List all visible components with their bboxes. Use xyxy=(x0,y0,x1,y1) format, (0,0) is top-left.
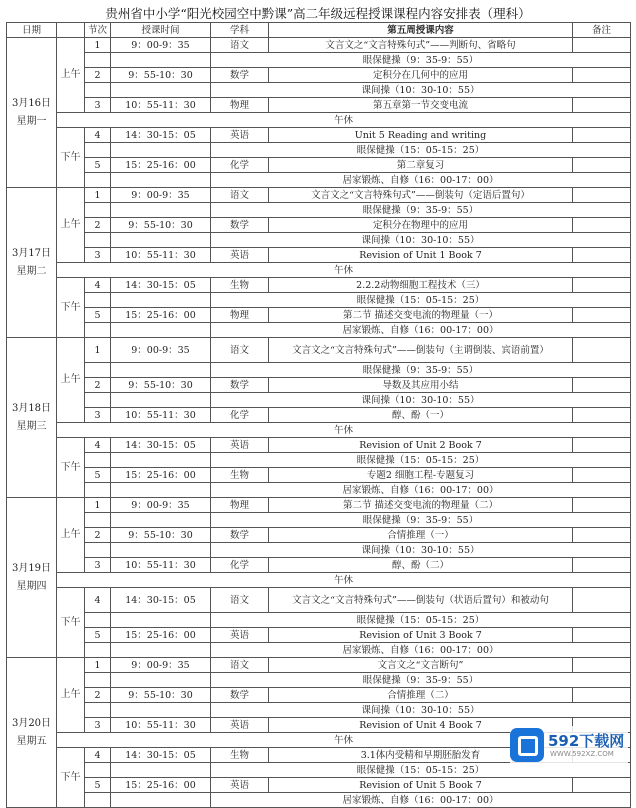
lesson-row xyxy=(7,778,631,793)
header-period: 节次 xyxy=(85,23,111,38)
day-date: 3月18日 xyxy=(11,402,52,414)
lesson-row xyxy=(7,98,631,113)
lesson-row xyxy=(7,338,631,363)
lesson-row xyxy=(7,218,631,233)
lesson-time: 9：00-9：35 xyxy=(111,658,211,673)
lesson-content: 第二节 描述交变电流的物理量（二） xyxy=(269,498,573,513)
lesson-row xyxy=(7,438,631,453)
lesson-content: 醇、酚（二） xyxy=(269,558,573,573)
blank-cell xyxy=(111,53,211,68)
lesson-subject: 化学 xyxy=(211,558,269,573)
lesson-row xyxy=(7,38,631,53)
period-number: 1 xyxy=(85,38,111,53)
blank-cell xyxy=(85,203,111,218)
lesson-content: 导数及其应用小结 xyxy=(269,378,573,393)
lesson-time: 9：00-9：35 xyxy=(111,38,211,53)
blank-cell xyxy=(85,173,111,188)
noon-break: 午休 xyxy=(57,733,631,748)
break-row xyxy=(7,643,631,658)
header-half xyxy=(57,23,85,38)
break-row xyxy=(7,293,631,308)
note-cell xyxy=(573,188,631,203)
lesson-row xyxy=(7,468,631,483)
break-activity: 眼保健操（15：05-15：25） xyxy=(211,453,631,468)
blank-cell xyxy=(85,363,111,378)
note-cell xyxy=(573,438,631,453)
lesson-time: 9：55-10：30 xyxy=(111,528,211,543)
lesson-row xyxy=(7,498,631,513)
blank-cell xyxy=(111,173,211,188)
lesson-subject: 生物 xyxy=(211,278,269,293)
break-row xyxy=(7,53,631,68)
lesson-subject: 物理 xyxy=(211,98,269,113)
note-cell xyxy=(573,158,631,173)
blank-cell xyxy=(85,613,111,628)
blank-cell xyxy=(111,233,211,248)
note-cell xyxy=(573,248,631,263)
break-activity: 眼保健操（15：05-15：25） xyxy=(211,143,631,158)
period-number: 5 xyxy=(85,308,111,323)
lesson-content: 合情推理（二） xyxy=(269,688,573,703)
blank-cell xyxy=(111,673,211,688)
note-cell xyxy=(573,628,631,643)
lesson-subject: 英语 xyxy=(211,248,269,263)
break-row xyxy=(7,393,631,408)
note-cell xyxy=(573,98,631,113)
page-title: 贵州省中小学“阳光校园空中黔课”高二年级远程授课课程内容安排表（理科） xyxy=(105,6,531,21)
day-weekday: 星期四 xyxy=(16,580,47,592)
watermark-brand: 592下载网 xyxy=(548,732,625,750)
lesson-subject: 数学 xyxy=(211,688,269,703)
morning-label: 上午 xyxy=(57,188,85,263)
period-number: 5 xyxy=(85,628,111,643)
day-date-cell xyxy=(7,658,57,808)
download-logo-icon xyxy=(510,728,544,762)
note-cell xyxy=(573,658,631,673)
noon-break: 午休 xyxy=(57,423,631,438)
header-content: 第五周授课内容 xyxy=(269,23,573,38)
blank-cell xyxy=(85,543,111,558)
lesson-row xyxy=(7,658,631,673)
lesson-row xyxy=(7,68,631,83)
lesson-time: 14：30-15：05 xyxy=(111,588,211,613)
break-row xyxy=(7,83,631,98)
blank-cell xyxy=(111,393,211,408)
day-date-cell xyxy=(7,188,57,338)
day-date-cell xyxy=(7,338,57,498)
lesson-time: 15：25-16：00 xyxy=(111,778,211,793)
header-date: 日期 xyxy=(7,23,57,38)
period-number: 4 xyxy=(85,588,111,613)
break-row xyxy=(7,673,631,688)
lesson-time: 14：30-15：05 xyxy=(111,748,211,763)
break-activity: 眼保健操（9：35-9：55） xyxy=(211,673,631,688)
blank-cell xyxy=(85,673,111,688)
header-subject: 学科 xyxy=(211,23,269,38)
break-row xyxy=(7,143,631,158)
lesson-subject: 语文 xyxy=(211,38,269,53)
lesson-row xyxy=(7,248,631,263)
lesson-time: 15：25-16：00 xyxy=(111,628,211,643)
blank-cell xyxy=(85,83,111,98)
lesson-content: 第五章第一节交变电流 xyxy=(269,98,573,113)
day-weekday: 星期五 xyxy=(16,735,47,747)
day-date-cell xyxy=(7,498,57,658)
morning-label: 上午 xyxy=(57,338,85,423)
blank-cell xyxy=(111,513,211,528)
day-weekday: 星期三 xyxy=(16,420,47,432)
lesson-row xyxy=(7,528,631,543)
period-number: 3 xyxy=(85,248,111,263)
noon-row xyxy=(7,113,631,128)
day-date: 3月20日 xyxy=(11,717,52,729)
break-row xyxy=(7,483,631,498)
blank-cell xyxy=(111,763,211,778)
lesson-time: 10：55-11：30 xyxy=(111,248,211,263)
lesson-subject: 语文 xyxy=(211,338,269,363)
lesson-subject: 化学 xyxy=(211,158,269,173)
period-number: 5 xyxy=(85,468,111,483)
lesson-time: 9：55-10：30 xyxy=(111,688,211,703)
morning-label: 上午 xyxy=(57,38,85,113)
lesson-content: 第二章复习 xyxy=(269,158,573,173)
blank-cell xyxy=(85,393,111,408)
afternoon-label: 下午 xyxy=(57,438,85,498)
break-activity: 眼保健操（9：35-9：55） xyxy=(211,203,631,218)
blank-cell xyxy=(111,363,211,378)
break-row xyxy=(7,363,631,378)
note-cell xyxy=(573,278,631,293)
lesson-subject: 英语 xyxy=(211,628,269,643)
blank-cell xyxy=(85,323,111,338)
lesson-row xyxy=(7,558,631,573)
blank-cell xyxy=(85,483,111,498)
break-activity: 课间操（10：30-10：55） xyxy=(211,543,631,558)
lesson-row xyxy=(7,308,631,323)
day-date-cell xyxy=(7,38,57,188)
break-activity: 课间操（10：30-10：55） xyxy=(211,233,631,248)
header-note: 备注 xyxy=(573,23,631,38)
noon-break: 午休 xyxy=(57,113,631,128)
period-number: 3 xyxy=(85,98,111,113)
blank-cell xyxy=(111,453,211,468)
lesson-row xyxy=(7,278,631,293)
lesson-time: 14：30-15：05 xyxy=(111,278,211,293)
lesson-content: 文言文之“文言特殊句式”——倒装句（主谓倒装、宾语前置） xyxy=(269,338,573,363)
break-row xyxy=(7,613,631,628)
lesson-content: 3.1体内受精和早期胚胎发育 xyxy=(269,748,573,763)
afternoon-label: 下午 xyxy=(57,128,85,188)
lesson-subject: 英语 xyxy=(211,718,269,733)
lesson-time: 14：30-15：05 xyxy=(111,128,211,143)
break-activity: 眼保健操（9：35-9：55） xyxy=(211,513,631,528)
period-number: 2 xyxy=(85,218,111,233)
blank-cell xyxy=(85,453,111,468)
lesson-row xyxy=(7,188,631,203)
blank-cell xyxy=(85,793,111,808)
note-cell xyxy=(573,378,631,393)
header-time: 授课时间 xyxy=(111,23,211,38)
watermark-url: WWW.592XZ.COM xyxy=(550,750,614,758)
lesson-time: 15：25-16：00 xyxy=(111,308,211,323)
lesson-content: 文言文之“文言特殊句式”——倒装句（定语后置句） xyxy=(269,188,573,203)
lesson-subject: 生物 xyxy=(211,748,269,763)
lesson-content: Revision of Unit 5 Book 7 xyxy=(269,778,573,793)
lesson-subject: 英语 xyxy=(211,128,269,143)
afternoon-label: 下午 xyxy=(57,588,85,658)
watermark xyxy=(510,726,628,768)
break-activity: 居家锻炼、自修（16：00-17：00） xyxy=(211,483,631,498)
lesson-subject: 数学 xyxy=(211,218,269,233)
note-cell xyxy=(573,338,631,363)
break-activity: 课间操（10：30-10：55） xyxy=(211,83,631,98)
note-cell xyxy=(573,558,631,573)
period-number: 5 xyxy=(85,778,111,793)
morning-label: 上午 xyxy=(57,658,85,733)
period-number: 2 xyxy=(85,378,111,393)
lesson-subject: 英语 xyxy=(211,438,269,453)
period-number: 4 xyxy=(85,128,111,143)
period-number: 4 xyxy=(85,748,111,763)
schedule-table xyxy=(6,22,631,808)
note-cell xyxy=(573,468,631,483)
lesson-content: 定积分在几何中的应用 xyxy=(269,68,573,83)
blank-cell xyxy=(85,643,111,658)
afternoon-label: 下午 xyxy=(57,748,85,808)
schedule-body xyxy=(7,38,631,808)
lesson-time: 15：25-16：00 xyxy=(111,158,211,173)
note-cell xyxy=(573,308,631,323)
lesson-time: 9：55-10：30 xyxy=(111,68,211,83)
lesson-time: 9：00-9：35 xyxy=(111,188,211,203)
lesson-subject: 英语 xyxy=(211,778,269,793)
day-weekday: 星期一 xyxy=(16,115,47,127)
note-cell xyxy=(573,528,631,543)
lesson-row xyxy=(7,408,631,423)
lesson-content: 定积分在物理中的应用 xyxy=(269,218,573,233)
break-row xyxy=(7,233,631,248)
blank-cell xyxy=(85,293,111,308)
break-row xyxy=(7,793,631,808)
break-activity: 眼保健操（9：35-9：55） xyxy=(211,363,631,378)
lesson-row xyxy=(7,588,631,613)
period-number: 1 xyxy=(85,188,111,203)
day-weekday: 星期二 xyxy=(16,265,47,277)
period-number: 1 xyxy=(85,338,111,363)
noon-break: 午休 xyxy=(57,573,631,588)
lesson-time: 10：55-11：30 xyxy=(111,718,211,733)
break-row xyxy=(7,323,631,338)
period-number: 1 xyxy=(85,658,111,673)
lesson-time: 10：55-11：30 xyxy=(111,558,211,573)
lesson-row xyxy=(7,378,631,393)
break-row xyxy=(7,703,631,718)
lesson-subject: 数学 xyxy=(211,528,269,543)
lesson-content: 文言文之“文言特殊句式”——倒装句（状语后置句）和被动句 xyxy=(269,588,573,613)
lesson-row xyxy=(7,158,631,173)
period-number: 2 xyxy=(85,688,111,703)
break-row xyxy=(7,203,631,218)
afternoon-label: 下午 xyxy=(57,278,85,338)
lesson-content: 合情推理（一） xyxy=(269,528,573,543)
lesson-content: 文言文之“文言断句” xyxy=(269,658,573,673)
lesson-time: 10：55-11：30 xyxy=(111,98,211,113)
blank-cell xyxy=(111,613,211,628)
lesson-time: 9：55-10：30 xyxy=(111,218,211,233)
blank-cell xyxy=(111,203,211,218)
period-number: 3 xyxy=(85,718,111,733)
note-cell xyxy=(573,778,631,793)
break-activity: 课间操（10：30-10：55） xyxy=(211,393,631,408)
lesson-content: Unit 5 Reading and writing xyxy=(269,128,573,143)
period-number: 3 xyxy=(85,408,111,423)
lesson-subject: 语文 xyxy=(211,188,269,203)
lesson-time: 14：30-15：05 xyxy=(111,438,211,453)
lesson-content: 醇、酚（一） xyxy=(269,408,573,423)
break-row xyxy=(7,453,631,468)
lesson-content: Revision of Unit 1 Book 7 xyxy=(269,248,573,263)
break-activity: 眼保健操（9：35-9：55） xyxy=(211,53,631,68)
lesson-subject: 数学 xyxy=(211,378,269,393)
period-number: 1 xyxy=(85,498,111,513)
lesson-subject: 语文 xyxy=(211,588,269,613)
blank-cell xyxy=(111,643,211,658)
lesson-subject: 物理 xyxy=(211,308,269,323)
blank-cell xyxy=(85,143,111,158)
note-cell xyxy=(573,218,631,233)
blank-cell xyxy=(85,233,111,248)
noon-break: 午休 xyxy=(57,263,631,278)
lesson-subject: 生物 xyxy=(211,468,269,483)
note-cell xyxy=(573,68,631,83)
period-number: 2 xyxy=(85,68,111,83)
blank-cell xyxy=(111,83,211,98)
break-row xyxy=(7,513,631,528)
note-cell xyxy=(573,128,631,143)
period-number: 2 xyxy=(85,528,111,543)
lesson-time: 10：55-11：30 xyxy=(111,408,211,423)
lesson-time: 15：25-16：00 xyxy=(111,468,211,483)
note-cell xyxy=(573,688,631,703)
lesson-time: 9：00-9：35 xyxy=(111,498,211,513)
day-date: 3月19日 xyxy=(11,562,52,574)
break-row xyxy=(7,543,631,558)
lesson-time: 9：55-10：30 xyxy=(111,378,211,393)
blank-cell xyxy=(111,703,211,718)
break-activity: 居家锻炼、自修（16：00-17：00） xyxy=(211,643,631,658)
blank-cell xyxy=(85,703,111,718)
blank-cell xyxy=(111,543,211,558)
period-number: 4 xyxy=(85,438,111,453)
break-activity: 居家锻炼、自修（16：00-17：00） xyxy=(211,323,631,338)
lesson-subject: 物理 xyxy=(211,498,269,513)
noon-row xyxy=(7,423,631,438)
break-activity: 眼保健操（15：05-15：25） xyxy=(211,613,631,628)
header-row xyxy=(7,23,631,38)
lesson-subject: 语文 xyxy=(211,658,269,673)
period-number: 3 xyxy=(85,558,111,573)
lesson-subject: 数学 xyxy=(211,68,269,83)
day-date: 3月16日 xyxy=(11,97,52,109)
blank-cell xyxy=(85,763,111,778)
lesson-content: 2.2.2动物细胞工程技术（三） xyxy=(269,278,573,293)
note-cell xyxy=(573,588,631,613)
lesson-row xyxy=(7,128,631,143)
blank-cell xyxy=(85,53,111,68)
lesson-content: Revision of Unit 2 Book 7 xyxy=(269,438,573,453)
lesson-time: 9：00-9：35 xyxy=(111,338,211,363)
note-cell xyxy=(573,408,631,423)
blank-cell xyxy=(111,483,211,498)
lesson-content: Revision of Unit 3 Book 7 xyxy=(269,628,573,643)
break-activity: 居家锻炼、自修（16：00-17：00） xyxy=(211,173,631,188)
blank-cell xyxy=(111,793,211,808)
break-activity: 眼保健操（15：05-15：25） xyxy=(211,763,631,778)
lesson-row xyxy=(7,628,631,643)
blank-cell xyxy=(111,293,211,308)
blank-cell xyxy=(111,323,211,338)
lesson-content: 第二节 描述交变电流的物理量（一） xyxy=(269,308,573,323)
blank-cell xyxy=(111,143,211,158)
lesson-content: 专题2 细胞工程-专题复习 xyxy=(269,468,573,483)
break-activity: 课间操（10：30-10：55） xyxy=(211,703,631,718)
break-activity: 眼保健操（15：05-15：25） xyxy=(211,293,631,308)
morning-label: 上午 xyxy=(57,498,85,573)
break-activity: 居家锻炼、自修（16：00-17：00） xyxy=(211,793,631,808)
blank-cell xyxy=(85,513,111,528)
note-cell xyxy=(573,498,631,513)
break-row xyxy=(7,173,631,188)
noon-row xyxy=(7,263,631,278)
lesson-content: 文言文之“文言特殊句式”——判断句、省略句 xyxy=(269,38,573,53)
lesson-content: Revision of Unit 4 Book 7 xyxy=(269,718,573,733)
lesson-subject: 化学 xyxy=(211,408,269,423)
noon-row xyxy=(7,573,631,588)
period-number: 5 xyxy=(85,158,111,173)
period-number: 4 xyxy=(85,278,111,293)
lesson-row xyxy=(7,688,631,703)
day-date: 3月17日 xyxy=(11,247,52,259)
note-cell xyxy=(573,38,631,53)
